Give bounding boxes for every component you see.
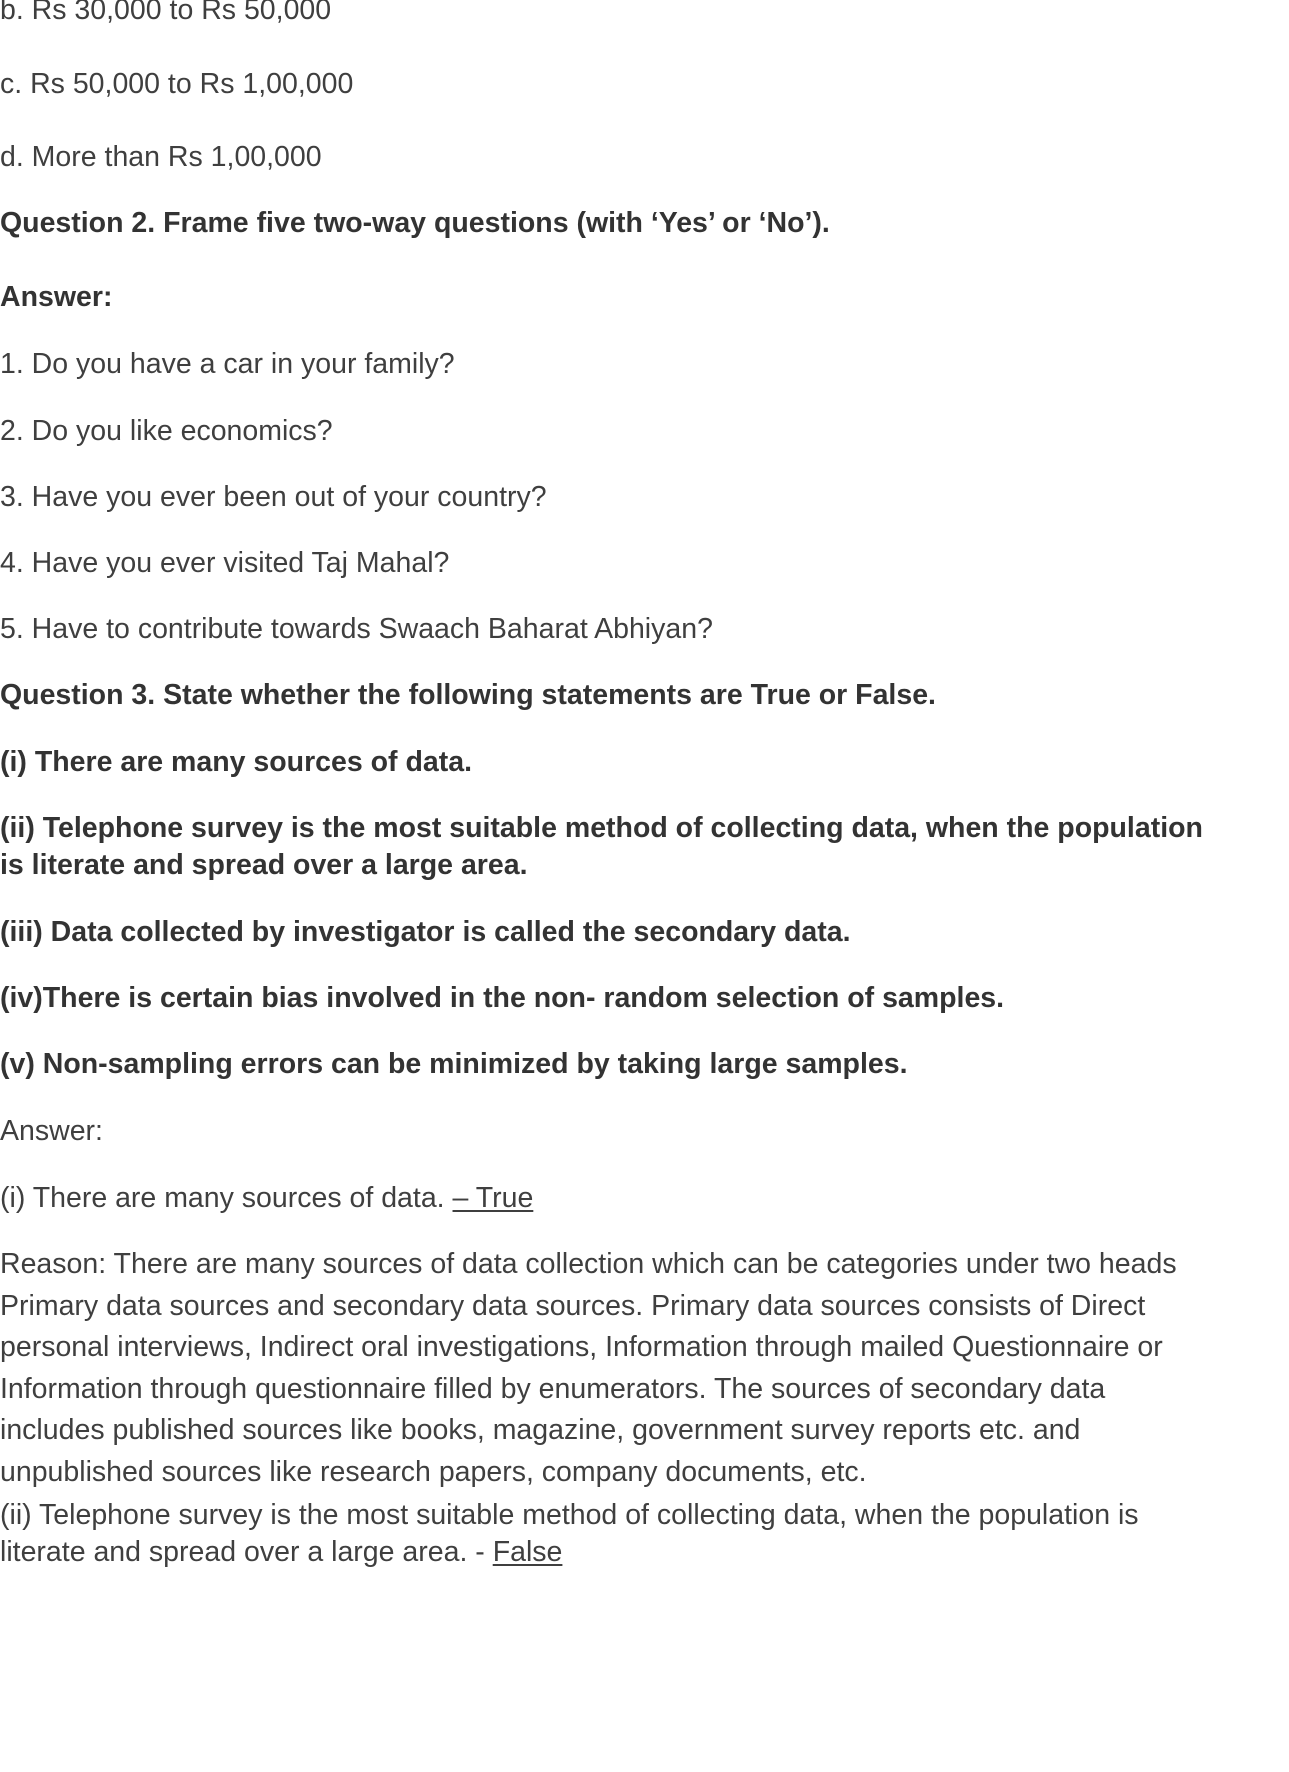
q3-statement-i: (i) There are many sources of data. xyxy=(0,746,472,778)
q3-statement-v: (v) Non-sampling errors can be minimized by taking large samples. xyxy=(0,1048,908,1080)
q3-reason-i-line-3: personal interviews, Indirect oral investigations, Information through mailed Questionnaire or xyxy=(0,1331,1163,1363)
q3-reason-i xyxy=(0,1244,1289,1493)
q3-answer-ii-verdict: False xyxy=(492,1536,563,1568)
q3-statement-ii-line-1: (ii) Telephone survey is the most suitable method of collecting data, when the population xyxy=(0,812,1203,844)
option-b: b. Rs 30,000 to Rs 50,000 xyxy=(0,0,332,26)
q3-answer-ii-text: literate and spread over a large area. - xyxy=(0,1536,493,1568)
q3-reason-i-line-6: unpublished sources like research papers, company documents, etc. xyxy=(0,1455,867,1488)
q3-answer-i-text: (i) There are many sources of data. xyxy=(0,1182,453,1214)
question-2-answer-label: Answer: xyxy=(0,281,113,313)
q2-answer-item-2: 2. Do you like economics? xyxy=(0,415,333,447)
q3-statement-iv: (iv)There is certain bias involved in the non- random selection of samples. xyxy=(0,982,1005,1014)
q3-answer-ii-line-1: (ii) Telephone survey is the most suitable method of collecting data, when the population is xyxy=(0,1499,1139,1531)
q3-answer-i-verdict: – True xyxy=(452,1182,534,1214)
q3-reason-i-line-2: Primary data sources and secondary data sources. Primary data sources consists of Direct xyxy=(0,1289,1146,1322)
q2-answer-item-4: 4. Have you ever visited Taj Mahal? xyxy=(0,547,450,579)
q3-reason-i-line-1: Reason: There are many sources of data collection which can be categories under two heads xyxy=(0,1248,1177,1280)
q3-statement-ii-line-2: is literate and spread over a large area. xyxy=(0,849,528,881)
option-d: d. More than Rs 1,00,000 xyxy=(0,141,322,173)
q2-answer-item-3: 3. Have you ever been out of your country? xyxy=(0,481,547,513)
question-3-answer-label: Answer: xyxy=(0,1115,103,1147)
q3-answer-i xyxy=(0,1178,533,1219)
q2-answer-item-5: 5. Have to contribute towards Swaach Baharat Abhiyan? xyxy=(0,613,713,645)
q3-reason-i-line-5: includes published sources like books, magazine, government survey reports etc. and xyxy=(0,1414,1081,1446)
q3-answer-ii-line-2 xyxy=(0,1532,562,1573)
q3-reason-i-line-4: Information through questionnaire filled by enumerators. The sources of secondary data xyxy=(0,1372,1106,1405)
q2-answer-item-1: 1. Do you have a car in your family? xyxy=(0,348,455,380)
option-c: c. Rs 50,000 to Rs 1,00,000 xyxy=(0,68,354,100)
q3-statement-iii: (iii) Data collected by investigator is called the secondary data. xyxy=(0,916,851,948)
question-3-heading: Question 3. State whether the following statements are True or False. xyxy=(0,679,936,711)
question-2-heading: Question 2. Frame five two-way questions (with ‘Yes’ or ‘No’). xyxy=(0,207,830,239)
